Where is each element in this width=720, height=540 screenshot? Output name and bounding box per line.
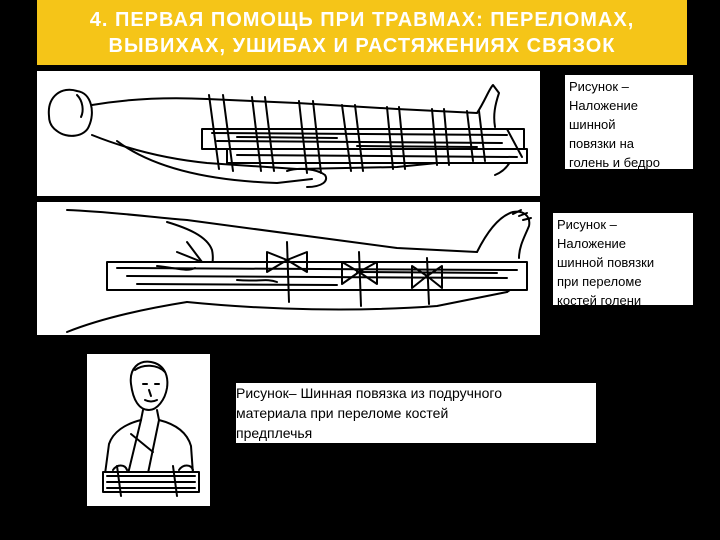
caption-line: Наложение xyxy=(557,236,627,251)
figure-2-caption xyxy=(553,213,693,305)
caption-line: Рисунок – xyxy=(569,79,629,94)
caption-line: костей голени xyxy=(557,293,642,305)
caption-line: материала при переломе костей xyxy=(236,405,449,421)
caption-line: повязки на xyxy=(569,136,634,151)
figure-3-caption xyxy=(236,383,596,443)
caption-line: Наложение xyxy=(569,98,639,113)
caption-line: Рисунок– Шинная повязка из подручного xyxy=(236,385,502,401)
figure-1-illustration xyxy=(37,71,540,196)
caption-line: предплечья xyxy=(236,425,313,441)
slide-title-bar xyxy=(37,0,687,65)
figure-1-caption xyxy=(565,75,693,169)
caption-line: шинной xyxy=(569,117,616,132)
figure-3-illustration xyxy=(87,354,210,506)
slide-title-line-2: ВЫВИХАХ, УШИБАХ И РАСТЯЖЕНИЯХ СВЯЗОК xyxy=(108,34,616,57)
caption-line: голень и бедро xyxy=(569,155,660,169)
slide-title-line-1: 4. ПЕРВАЯ ПОМОЩЬ ПРИ ТРАВМАХ: ПЕРЕЛОМАХ, xyxy=(89,8,635,31)
caption-line: шинной повязки xyxy=(557,255,655,270)
figure-2-illustration xyxy=(37,202,540,335)
caption-line: при переломе xyxy=(557,274,642,289)
caption-line: Рисунок – xyxy=(557,217,617,232)
